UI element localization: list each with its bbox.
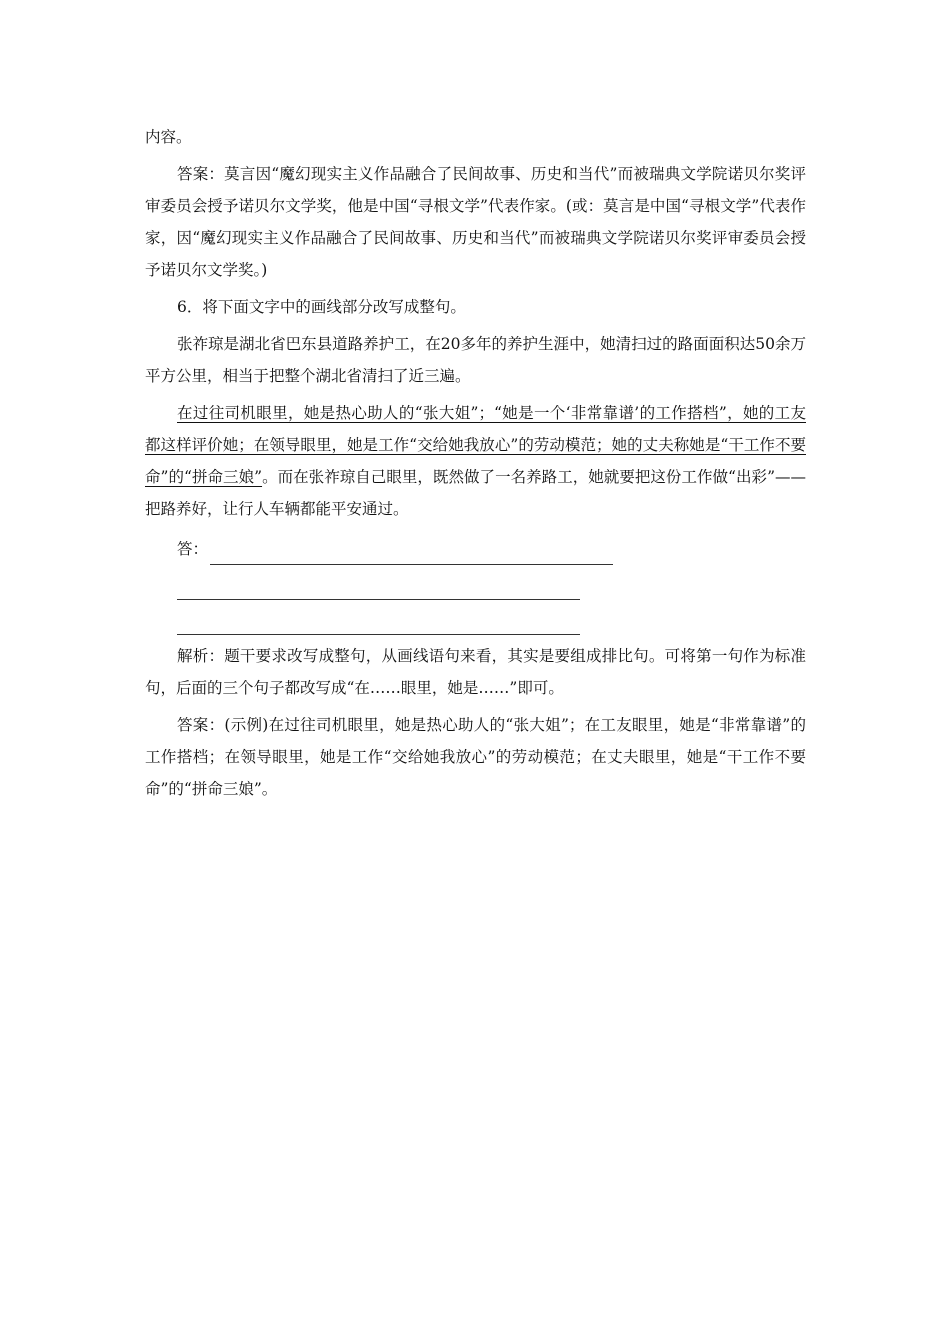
page-content (145, 121, 806, 810)
passage-paragraph-1: 张祚琼是湖北省巴东县道路养护工，在20多年的养护生涯中，她清扫过的路面面积达50余万平方公里，相当于把整个湖北省清扫了近三遍。 (145, 335, 806, 385)
answer-label: 答： (177, 540, 209, 558)
passage-paragraph-2 (145, 397, 806, 525)
analysis-paragraph: 解析：题干要求改写成整句，从画线语句来看，其实是要组成排比句。可将第一句作为标准句，后面的三个句子都改写成“在……眼里，她是……”即可。 (145, 647, 806, 697)
answer-paragraph-5: 答案：莫言因“魔幻现实主义作品融合了民间故事、历史和当代”而被瑞典文学院诺贝尔奖评审委员会授予诺贝尔文学奖，他是中国“寻根文学”代表作家。(或：莫言是中国“寻根文学”代表作家，因“魔幻现实主义作品融合了民间故事、历史和当代”而被瑞典文学院诺贝尔奖评审委员会授予诺贝尔文学奖。) (145, 165, 806, 279)
passage-paragraph-2-rest: 。而在张祚琼自己眼里，既然做了一名养路工，她就要把这份工作做“出彩”——把路养好，让行人车辆都能平安通过。 (145, 468, 806, 518)
answer-blank-area (177, 530, 806, 635)
underlined-text: 在过往司机眼里，她是热心助人的“张大姐”；“她是一个‘非常靠谱’的工作搭档”，她的工友都这样评价她；在领导眼里，她是工作“交给她我放心”的劳动模范；她的丈夫称她是“干工作不要命”的“拼命三娘” (145, 404, 806, 486)
paragraph-continuation: 内容。 (145, 128, 192, 146)
answer-line-3 (177, 600, 806, 635)
question-6: 6．将下面文字中的画线部分改写成整句。 (177, 298, 466, 316)
answer-line-1 (177, 530, 806, 565)
answer-blank-line (210, 544, 613, 565)
answer-blank-line (177, 614, 580, 635)
answer-paragraph-6: 答案：(示例)在过往司机眼里，她是热心助人的“张大姐”；在工友眼里，她是“非常靠谱”的工作搭档；在领导眼里，她是工作“交给她我放心”的劳动模范；在丈夫眼里，她是“干工作不要命”的“拼命三娘”。 (145, 716, 806, 798)
answer-blank-line (177, 579, 580, 600)
answer-line-2 (177, 565, 806, 600)
